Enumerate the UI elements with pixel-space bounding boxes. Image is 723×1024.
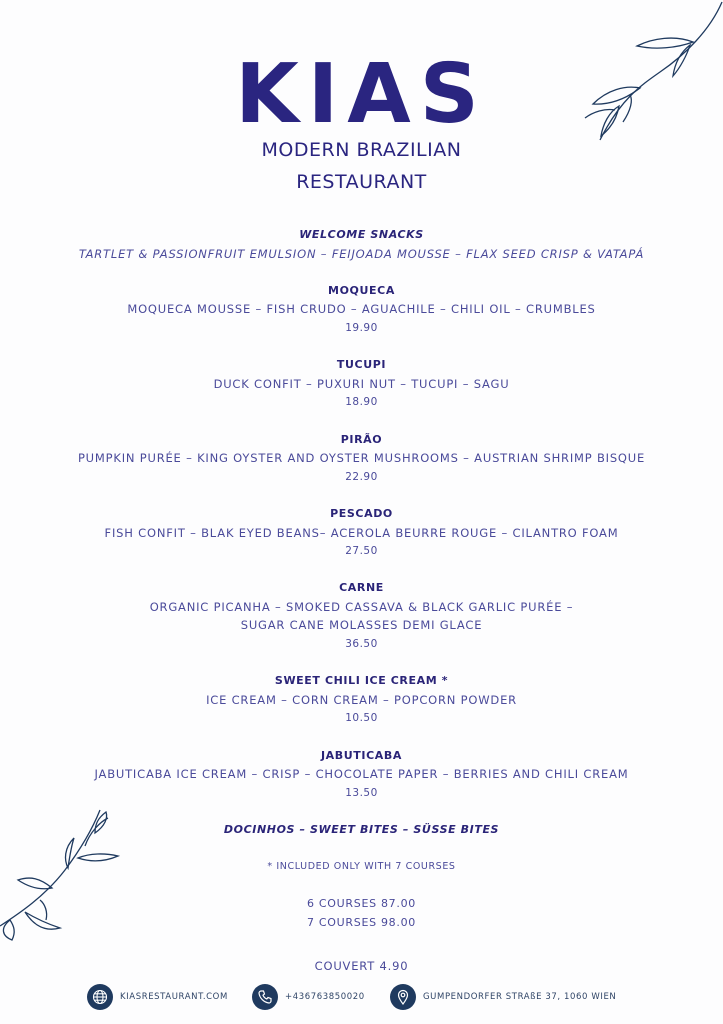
footer-phone[interactable] <box>252 984 365 1010</box>
course-price: 10.50 <box>345 712 378 725</box>
footer-address[interactable] <box>390 984 616 1010</box>
phone-icon <box>252 984 278 1010</box>
website-text[interactable]: KIASRESTAURANT.COM <box>120 992 228 1002</box>
restaurant-logo: KIAS <box>235 47 488 142</box>
welcome-title: WELCOME SNACKS <box>299 228 424 241</box>
course-price: 18.90 <box>345 396 378 409</box>
course-description: DUCK CONFIT – PUXURI NUT – TUCUPI – SAGU <box>213 376 510 391</box>
welcome-description: TARTLET & PASSIONFRUIT EMULSION – FEIJOADA MOUSSE – FLAX SEED CRISP & VATAPÁ <box>78 246 645 261</box>
course-description: SUGAR CANE MOLASSES DEMI GLACE <box>240 618 483 633</box>
course-price: 13.50 <box>345 786 378 799</box>
course-price: 19.90 <box>345 321 378 334</box>
course-title: PESCADO <box>330 506 393 520</box>
course-title: SWEET CHILI ICE CREAM * <box>274 674 449 688</box>
logo-subtitle-2: RESTAURANT <box>296 171 427 193</box>
docinhos-title: DOCINHOS – SWEET BITES – SÜSSE BITES <box>223 823 500 836</box>
course-description: ICE CREAM – CORN CREAM – POPCORN POWDER <box>206 692 517 707</box>
six-courses-price: 6 COURSES 87.00 <box>307 897 416 911</box>
tasting-menu <box>0 226 723 933</box>
course-price: 36.50 <box>345 638 378 651</box>
globe-icon <box>87 984 113 1010</box>
included-note: * INCLUDED ONLY WITH 7 COURSES <box>267 861 456 873</box>
logo-subtitle-1: MODERN BRAZILIAN <box>261 139 462 161</box>
footer <box>0 984 723 1012</box>
address-text: GUMPENDORFER STRAßE 37, 1060 WIEN <box>423 992 617 1002</box>
phone-text[interactable]: +436763850020 <box>285 992 365 1002</box>
course-description: ORGANIC PICANHA – SMOKED CASSAVA & BLACK GARLIC PURÉE – <box>149 599 574 614</box>
course-description: MOQUECA MOUSSE – FISH CRUDO – AGUACHILE – CHILI OIL – CRUMBLES <box>127 302 596 317</box>
course-title: JABUTICABA <box>320 748 402 762</box>
course-description: FISH CONFIT – BLAK EYED BEANS– ACEROLA BEURRE ROUGE – CILANTRO FOAM <box>104 525 619 540</box>
footer-website[interactable] <box>87 984 228 1010</box>
couvert-price: COUVERT 4.90 <box>314 959 409 973</box>
course-title: MOQUECA <box>328 283 395 297</box>
seven-courses-price: 7 COURSES 98.00 <box>307 915 416 929</box>
course-title: TUCUPI <box>336 358 387 372</box>
course-description: JABUTICABA ICE CREAM – CRISP – CHOCOLATE PAPER – BERRIES AND CHILI CREAM <box>94 767 629 782</box>
course-title: CARNE <box>339 581 384 595</box>
location-pin-icon <box>390 984 416 1010</box>
course-price: 27.50 <box>345 545 378 558</box>
course-title: PIRÃO <box>340 432 383 446</box>
course-description: PUMPKIN PURÉE – KING OYSTER AND OYSTER MUSHROOMS – AUSTRIAN SHRIMP BISQUE <box>77 451 646 466</box>
course-price: 22.90 <box>345 470 378 483</box>
